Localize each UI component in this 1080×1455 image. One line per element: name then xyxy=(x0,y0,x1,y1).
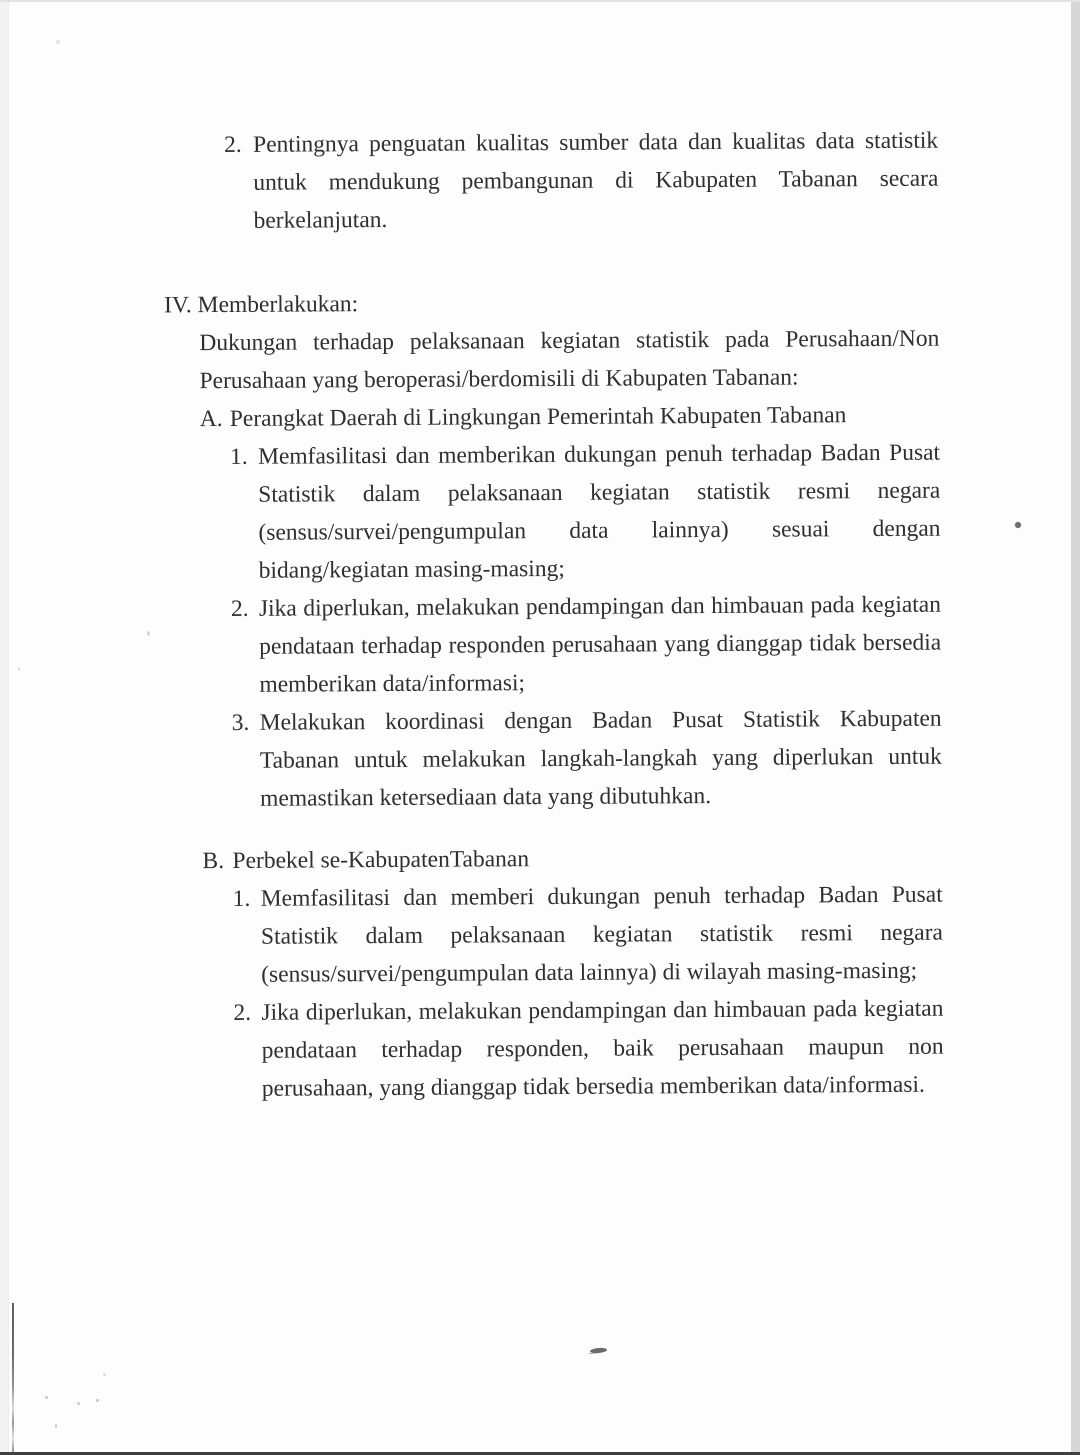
item-number: 2. xyxy=(233,999,252,1026)
document-body xyxy=(163,122,944,1109)
scan-edge-right xyxy=(1071,0,1080,1455)
part-a-heading xyxy=(200,396,940,439)
scan-artifact-speck xyxy=(18,667,20,671)
scan-artifact-speck xyxy=(55,1424,57,1428)
part-b-item-2 xyxy=(233,990,944,1108)
part-a-item-3 xyxy=(232,700,943,818)
part-a-items xyxy=(230,434,942,818)
scan-edge-left xyxy=(0,0,9,1455)
item-text: Jika diperlukan, melakukan pendampingan dan himbauan pada kegiatan pendataan terhadap responden, baik perusahaan maupun non perusahaan, yang dianggap tidak bersedia memberikan data/informasi. xyxy=(261,995,944,1102)
part-b-items xyxy=(233,876,944,1108)
scan-artifact-smudge xyxy=(590,1347,607,1354)
scan-artifact-pen-line xyxy=(12,1303,14,1453)
item-text: Memfasilitasi dan memberikan dukungan penuh terhadap Badan Pusat Statistik dalam pelaksanaan kegiatan statistik resmi negara (sensus/survei/pengumpulan data lainnya) sesuai dengan bidang/kegiatan masing-masing; xyxy=(257,439,941,584)
part-title: Perangkat Daerah di Lingkungan Pemerintah Kabupaten Tabanan xyxy=(229,402,847,432)
preamble-list-item xyxy=(224,122,939,240)
item-number: 2. xyxy=(224,131,242,158)
scan-artifact-dot xyxy=(1015,522,1021,528)
section-title: Memberlakukan: xyxy=(197,291,359,319)
part-a-item-1 xyxy=(230,434,941,590)
item-text: Melakukan koordinasi dengan Badan Pusat Statistik Kabupaten Tabanan untuk melakukan langkah-langkah yang diperlukan untuk memastikan ketersediaan data yang dibutuhkan. xyxy=(259,705,942,812)
part-a-item-2 xyxy=(231,586,942,704)
item-number: 3. xyxy=(231,709,250,736)
item-text: Pentingnya penguatan kualitas sumber data dan kualitas data statistik untuk mendukung pembangunan di Kabupaten Tabanan secara berkelanjutan. xyxy=(253,127,939,234)
scan-artifact-speck xyxy=(77,1402,80,1405)
item-number: 1. xyxy=(229,443,248,470)
item-text: Memfasilitasi dan memberi dukungan penuh terhadap Badan Pusat Statistik dalam pelaksanaan kegiatan statistik resmi negara (sensus/survei/pengumpulan data lainnya) di wilayah masing-masing; xyxy=(260,881,944,988)
part-label: B. xyxy=(202,848,225,875)
item-text: Jika diperlukan, melakukan pendampingan dan himbauan pada kegiatan pendataan terhadap responden perusahaan yang dianggap tidak bersedia memberikan data/informasi; xyxy=(258,591,942,698)
part-b-item-1 xyxy=(233,876,944,994)
scan-artifact-speck xyxy=(103,1373,106,1376)
part-title: Perbekel se-KabupatenTabanan xyxy=(232,846,530,874)
part-label: A. xyxy=(199,406,223,433)
scan-artifact-speck xyxy=(45,1396,48,1399)
part-b-block xyxy=(167,838,944,1109)
scan-artifact-speck xyxy=(96,1399,99,1402)
scan-edge-top xyxy=(0,0,1080,2)
scan-artifact-speck xyxy=(147,631,150,636)
section-iv-intro xyxy=(199,320,939,401)
item-number: 2. xyxy=(230,595,249,622)
item-number: 1. xyxy=(232,885,251,912)
section-number: IV. xyxy=(164,292,192,319)
scan-artifact-speck xyxy=(56,40,60,44)
part-b-heading xyxy=(202,838,942,881)
intro-text: Dukungan terhadap pelaksanaan kegiatan statistik pada Perusahaan/Non Perusahaan yang beroperasi/berdomisili di Kabupaten Tabanan: xyxy=(199,325,940,395)
section-iv-heading xyxy=(164,282,939,325)
